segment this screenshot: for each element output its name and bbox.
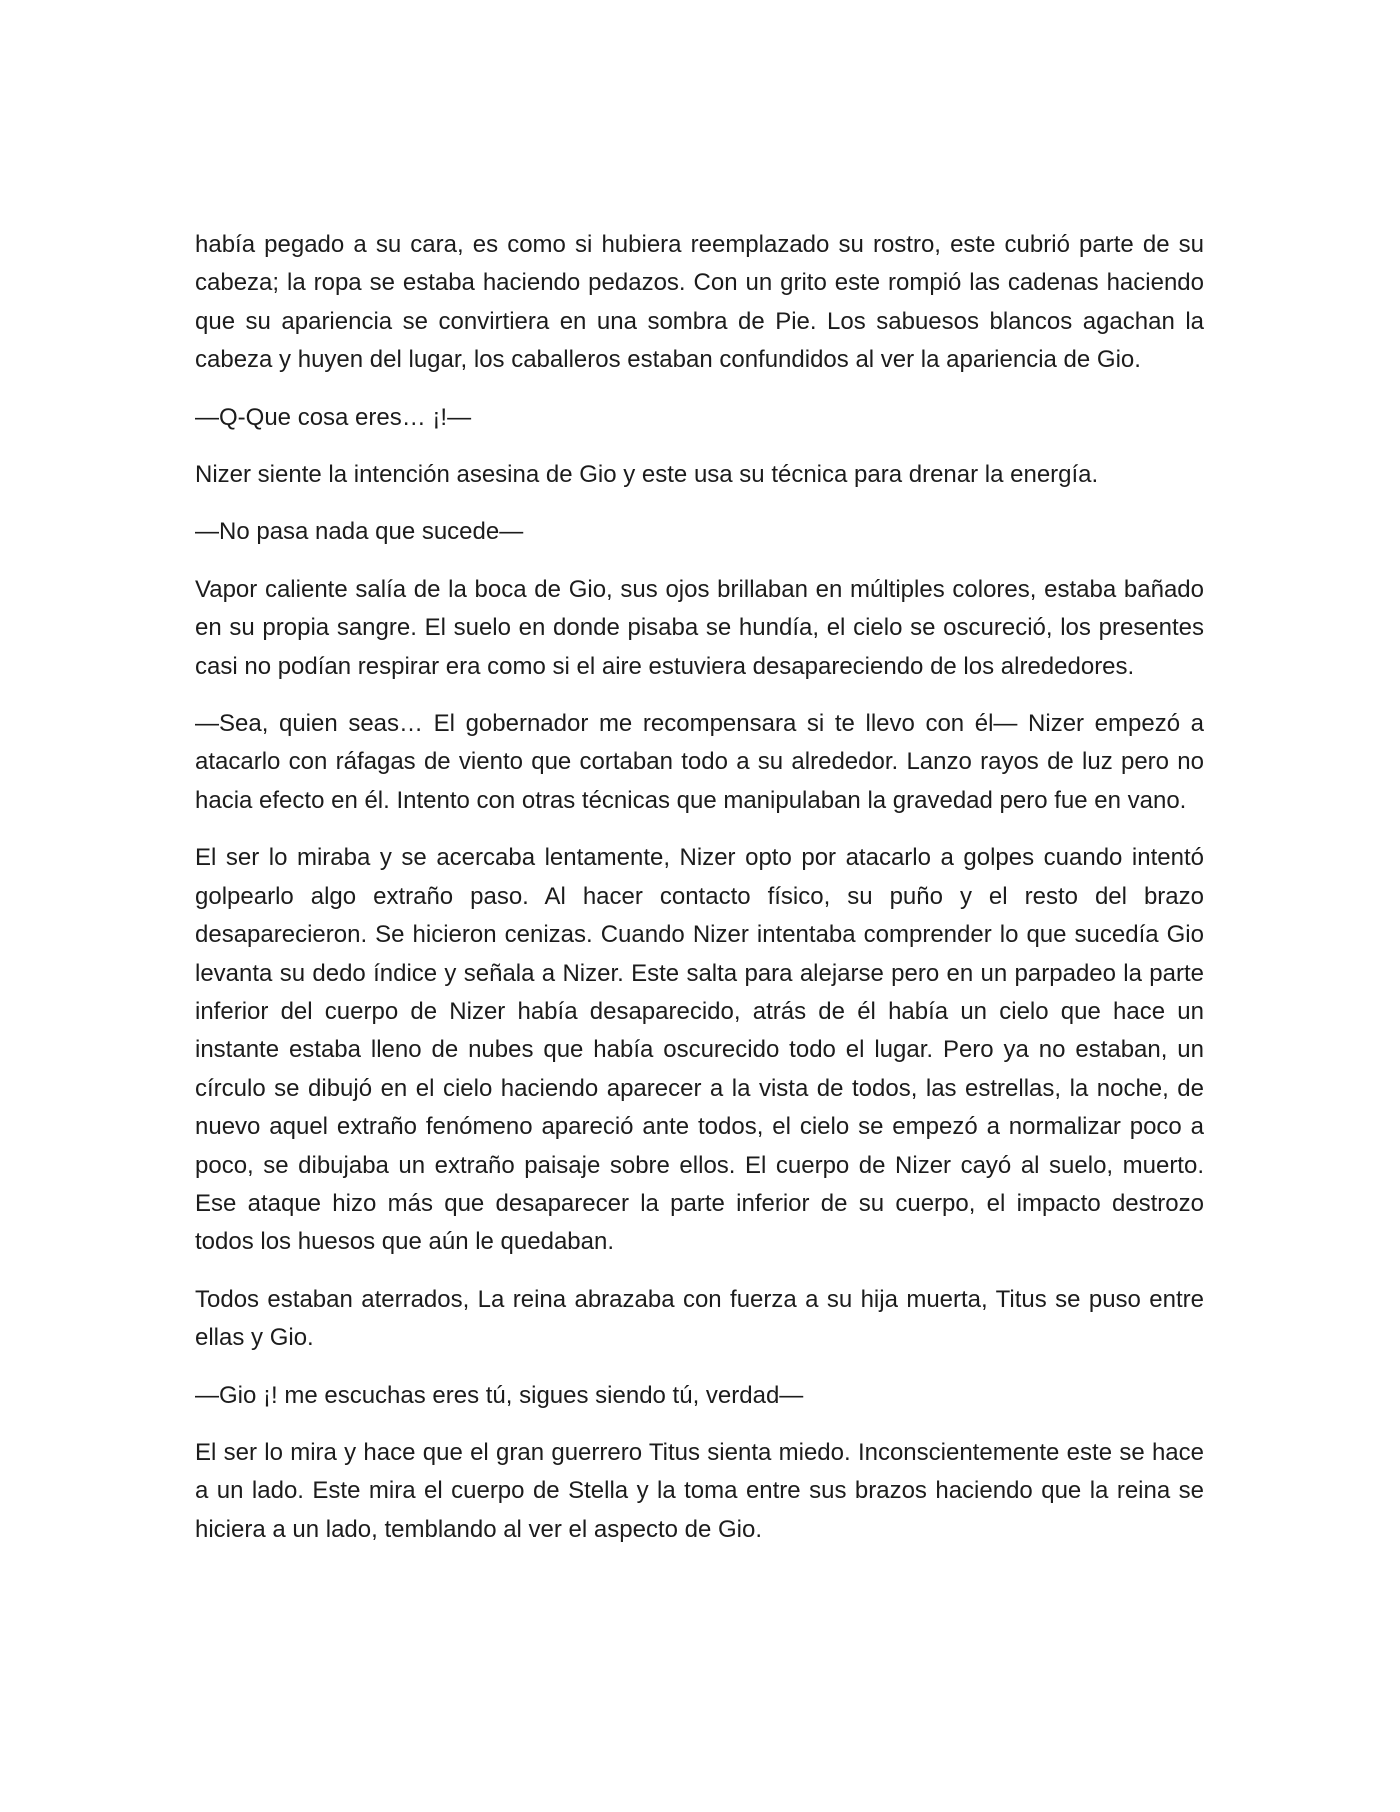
paragraph: Vapor caliente salía de la boca de Gio, sus ojos brillaban en múltiples colores, estaba bañado en su propia sangre. El suelo en donde pisaba se hundía, el cielo se oscureció, los presentes casi no podían respirar era como si el aire estuviera desapareciendo de los alrededores. bbox=[195, 575, 1204, 680]
paragraph: —Sea, quien seas… El gobernador me recompensara si te llevo con él— Nizer empezó a atacarlo con ráfagas de viento que cortaban todo a su alrededor. Lanzo rayos de luz pero no hacia efecto en él. Intento con otras técnicas que manipulaban la gravedad pero fue en vano. bbox=[195, 710, 1204, 814]
paragraph: —Q-Que cosa eres… ¡!— bbox=[195, 403, 472, 431]
paragraph: Todos estaban aterrados, La reina abrazaba con fuerza a su hija muerta, Titus se puso entre ellas y Gio. bbox=[195, 1285, 1204, 1352]
paragraph: Nizer siente la intención asesina de Gio y este usa su técnica para drenar la energía. bbox=[195, 461, 1099, 489]
document-body bbox=[195, 226, 1204, 1568]
paragraph: —No pasa nada que sucede— bbox=[195, 518, 524, 546]
paragraph: El ser lo miraba y se acercaba lentamente, Nizer opto por atacarlo a golpes cuando intentó golpearlo algo extraño paso. Al hacer contacto físico, su puño y el resto del brazo desaparecieron. Se hicieron cenizas. Cuando Nizer intentaba comprender lo que sucedía Gio levanta su dedo índice y señala a Nizer. Este salta para alejarse pero en un parpadeo la parte inferior del cuerpo de Nizer había desaparecido, atrás de él había un cielo que hace un instante estaba lleno de nubes que había oscurecido todo el lugar. Pero ya no estaban, un círculo se dibujó en el cielo haciendo aparecer a la vista de todos, las estrellas, la noche, de nuevo aquel extraño fenómeno apareció ante todos, el cielo se empezó a normalizar poco a poco, se dibujaba un extraño paisaje sobre ellos. El cuerpo de Nizer cayó al suelo, muerto. Ese ataque hizo más que desaparecer la parte inferior de su cuerpo, el impacto destrozo todos los huesos que aún le quedaban. bbox=[195, 844, 1204, 1256]
paragraph: —Gio ¡! me escuchas eres tú, sigues siendo tú, verdad— bbox=[195, 1381, 804, 1409]
paragraph: había pegado a su cara, es como si hubiera reemplazado su rostro, este cubrió parte de su cabeza; la ropa se estaba haciendo pedazos. Con un grito este rompió las cadenas haciendo que su apariencia se convirtiera en una sombra de Pie. Los sabuesos blancos agachan la cabeza y huyen del lugar, los caballeros estaban confundidos al ver la apariencia de Gio. bbox=[195, 231, 1204, 374]
paragraph: El ser lo mira y hace que el gran guerrero Titus sienta miedo. Inconscientemente este se hace a un lado. Este mira el cuerpo de Stella y la toma entre sus brazos haciendo que la reina se hiciera a un lado, temblando al ver el aspecto de Gio. bbox=[195, 1438, 1204, 1543]
